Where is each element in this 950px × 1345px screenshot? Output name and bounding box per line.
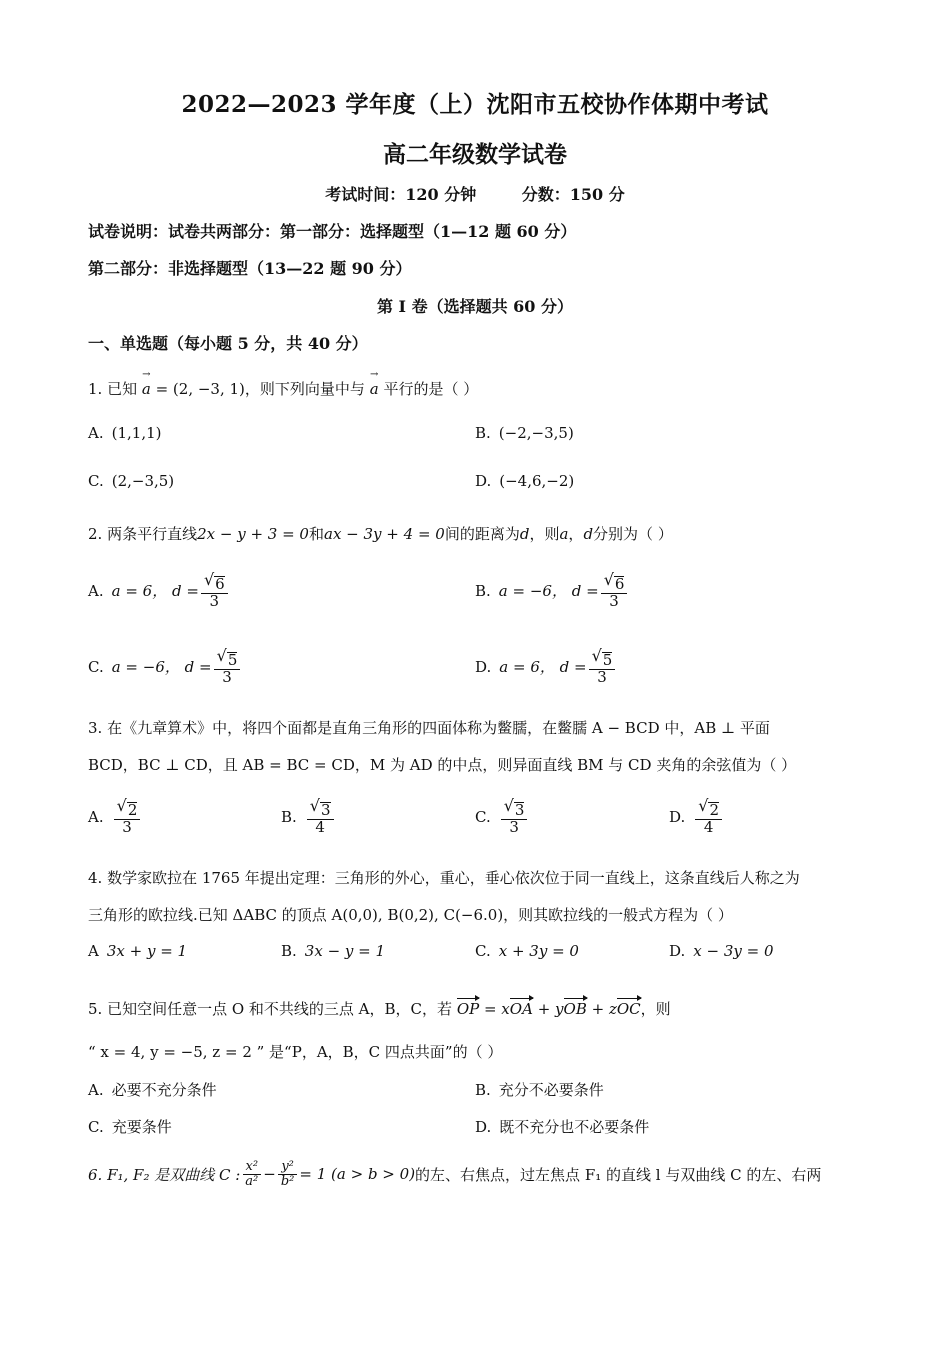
q1-option-a[interactable]: A. (1,1,1) [88, 424, 162, 442]
exam-title: 2022—2023 学年度（上）沈阳市五校协作体期中考试 [181, 91, 769, 118]
exam-score: 分数：150 分 [521, 185, 625, 204]
vector-op: OP [456, 1000, 480, 1018]
exam-note-1: 试卷说明：试卷共两部分：第一部分：选择题型（1—12 题 60 分） [88, 222, 577, 241]
vector-oc: OC [616, 1000, 641, 1018]
question-2: 2. 两条平行直线2x − y + 3 = 0和ax − 3y + 4 = 0间的距离为d，则a，d分别为（ ） [88, 525, 673, 543]
vector-oa: OA [509, 1000, 533, 1018]
fraction: √ 5 3 [589, 648, 616, 686]
q1-option-c[interactable]: C. (2,−3,5) [88, 472, 175, 490]
q5-option-c[interactable]: C. 充要条件 [88, 1117, 172, 1136]
fraction: √ 5 3 [214, 648, 241, 686]
fraction: √ 6 3 [201, 572, 228, 610]
vector-a: → a [370, 380, 379, 398]
q5-option-d[interactable]: D. 既不充分也不必要条件 [475, 1117, 650, 1136]
vector-a: → a [142, 380, 151, 398]
q3-option-c[interactable]: C. √ 3 3 [475, 798, 529, 836]
q4-option-d[interactable]: D. x − 3y = 0 [669, 942, 774, 960]
question-3-line-1: 3. 在《九章算术》中，将四个面都是直角三角形的四面体称为鳖臑，在鳖臑 A − BCD 中，AB ⊥ 平面 [88, 719, 770, 737]
part1-title: 第 Ⅰ 卷（选择题共 60 分） [376, 297, 574, 316]
question-5-line-2: “ x = 4, y = −5, z = 2 ” 是“P，A，B，C 四点共面”的（ ） [88, 1043, 503, 1061]
q4-option-b[interactable]: B. 3x − y = 1 [281, 942, 386, 960]
question-6: 6. F₁, F₂ 是双曲线 C : $\frac{\text{x²}}{\text{a²}}$ − $\frac{\text{y²}}{\text{b²}}$ = 1 (a > b > 0) 的左、右焦点，过左焦点 F₁ 的直线 l 与双曲线 C 的左、右两 [88, 1159, 822, 1189]
fraction: √ 2 3 [114, 798, 141, 836]
fraction: √ 3 4 [307, 798, 334, 836]
section1-title: 一、单选题（每小题 5 分，共 40 分） [88, 334, 368, 353]
q1-option-d[interactable]: D. (−4,6,−2) [475, 472, 575, 490]
q2-option-b[interactable]: B. a = −6， d = √ 6 3 [475, 572, 629, 610]
q4-option-a[interactable]: A 3x + y = 1 [88, 942, 188, 960]
fraction: $\frac{\text{y²}}{\text{b²}}$ [278, 1160, 298, 1188]
q2-option-a[interactable]: A. a = 6， d = √ 6 3 [88, 572, 230, 610]
fraction: $\frac{\text{x²}}{\text{a²}}$ [242, 1160, 261, 1188]
q5-option-a[interactable]: A. 必要不充分条件 [88, 1080, 217, 1099]
question-5-line-1: 5. 已知空间任意一点 O 和不共线的三点 A，B，C，若 OP = xOA + yOB + zOC，则 [88, 1000, 671, 1018]
q2-option-d[interactable]: D. a = 6， d = √ 5 3 [475, 648, 617, 686]
q4-option-c[interactable]: C. x + 3y = 0 [475, 942, 579, 960]
fraction: √ 2 4 [695, 798, 722, 836]
question-4-line-1: 4. 数学家欧拉在 1765 年提出定理：三角形的外心，重心，垂心依次位于同一直线上，这条直线后人称之为 [88, 869, 800, 887]
exam-meta [0, 182, 950, 205]
question-1: 1. 已知 → a = (2, −3, 1)，则下列向量中与 → a 平行的是（ ） [88, 378, 478, 399]
question-3-line-2: BCD，BC ⊥ CD，且 AB = BC = CD，M 为 AD 的中点，则异面直线 BM 与 CD 夹角的余弦值为（ ） [88, 756, 797, 774]
q3-option-a[interactable]: A. √ 2 3 [88, 798, 142, 836]
q1-option-b[interactable]: B. (−2,−3,5) [475, 424, 574, 442]
exam-time: 考试时间：120 分钟 [325, 185, 477, 204]
vector-ob: OB [563, 1000, 587, 1018]
fraction: √ 3 3 [501, 798, 528, 836]
fraction: √ 6 3 [601, 572, 628, 610]
exam-note-2: 第二部分：非选择题型（13—22 题 90 分） [88, 259, 412, 278]
q3-option-b[interactable]: B. √ 3 4 [281, 798, 336, 836]
q3-option-d[interactable]: D. √ 2 4 [669, 798, 724, 836]
question-4-line-2: 三角形的欧拉线.已知 ΔABC 的顶点 A(0,0), B(0,2), C(−6.0)，则其欧拉线的一般式方程为（ ） [88, 906, 733, 924]
exam-subtitle: 高二年级数学试卷 [383, 141, 567, 168]
q5-option-b[interactable]: B. 充分不必要条件 [475, 1080, 604, 1099]
q2-option-c[interactable]: C. a = −6， d = √ 5 3 [88, 648, 242, 686]
